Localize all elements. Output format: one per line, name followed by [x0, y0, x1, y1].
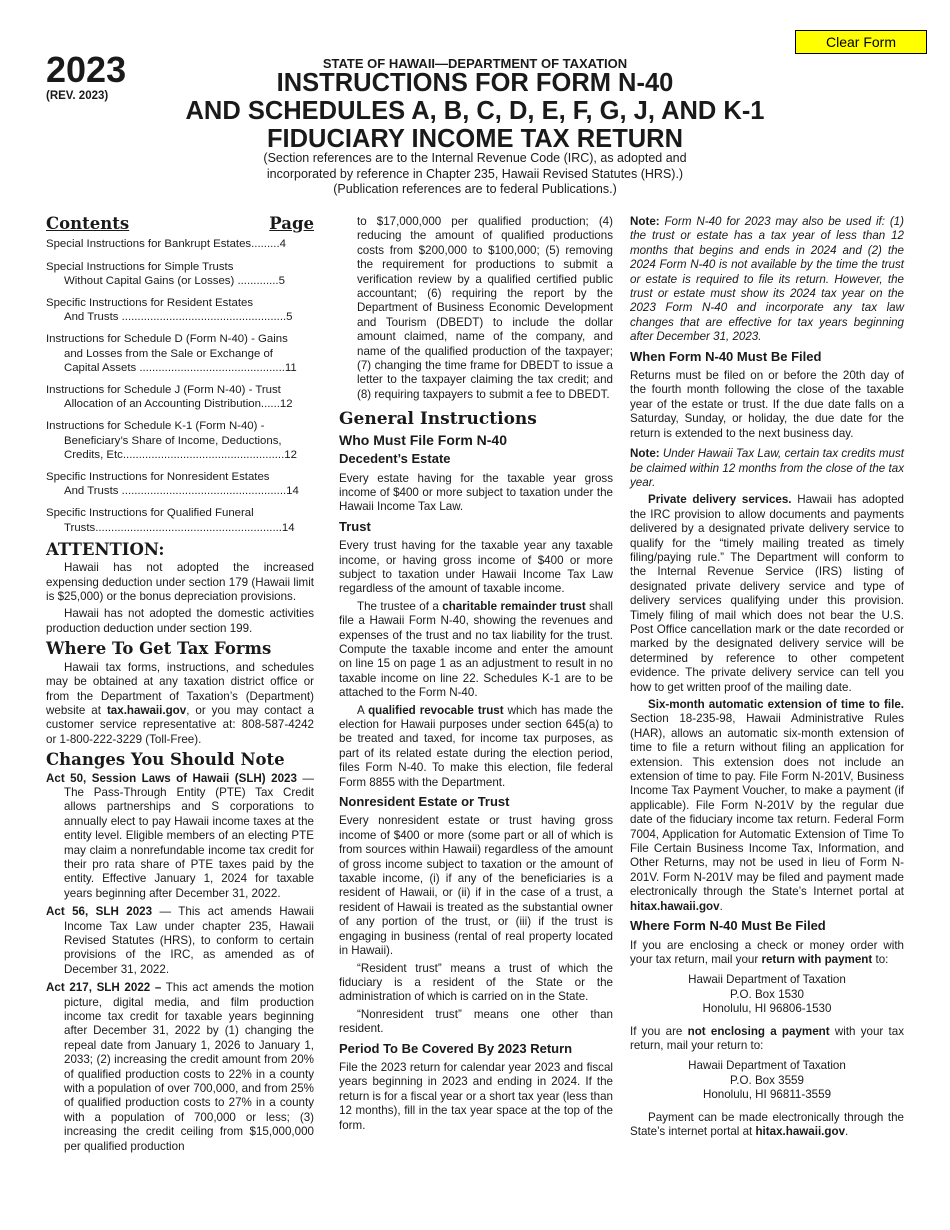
where-to-get-forms-paragraph: Hawaii tax forms, instructions, and schedules may be obtained at any taxation district office or from the Department of Taxation’s (Department) website at tax.hawaii.gov, or you may contact a customer service representative at: 808-587-4242 or 1-800-222-3229 (Toll-Free).	[46, 660, 314, 746]
decedent-estate-paragraph: Every estate having for the taxable year gross income of $400 or more subject to taxation under the Hawaii Income Tax Law.	[339, 471, 613, 514]
charitable-remainder-paragraph: The trustee of a charitable remainder trust shall file a Hawaii Form N-40, showing the revenues and expenses of the trust and no tax liability for the trust. Compute the taxable income and enter the amount on line 15 on page 1 as an adjustment to result in no taxable income on line 22. Schedules K-1 are to be attached to the Form N-40.	[339, 599, 613, 700]
who-must-file-heading: Who Must File Form N-40	[339, 431, 507, 448]
electronic-payment-paragraph: Payment can be made electronically through the State’s internet portal at hitax.hawaii.gov.	[630, 1110, 904, 1138]
toc-item[interactable]: Special Instructions for Simple Trusts Without Capital Gains (or Losses) .............5	[46, 260, 285, 287]
tax-website-link[interactable]: tax.hawaii.gov	[106, 703, 187, 717]
nonresident-trust-paragraph: “Nonresident trust” means one other than resident.	[339, 1007, 613, 1036]
agency-title: STATE OF HAWAII—DEPARTMENT OF TAXATION	[322, 56, 628, 71]
act-56-paragraph: Act 56, SLH 2023 — This act amends Hawaii Income Tax Law under chapter 235, Hawaii Revised Statutes (HRS), to conform to certain provisions of the IRC, as amended as of December 31, 2022.	[46, 905, 314, 976]
tax-credit-note: Note: Under Hawaii Tax Law, certain tax credits must be claimed within 12 months from the close of the tax year.	[630, 447, 904, 489]
period-heading: Period To Be Covered By 2023 Return	[339, 1040, 573, 1056]
trust-paragraph: Every trust having for the taxable year any taxable income, or having gross income of $400 or more subject to taxation under Hawaii Income Tax Law regardless of the amount of taxable income.	[339, 539, 613, 596]
no-payment-paragraph: If you are not enclosing a payment with your tax return, mail your return to:	[630, 1024, 904, 1052]
column-3	[630, 215, 904, 1142]
no-payment-address: Hawaii Department of Taxation P.O. Box 3559 Honolulu, HI 96811-3559	[688, 1059, 846, 1102]
nonresident-paragraph: Every nonresident estate or trust having gross income of $400 or more (some part or all of which is from sources within Hawaii) regardless of the amount of gross income subject to taxation or the amount of taxable income, (i) if any of the beneficiaries is a resident of Hawaii, or (ii) if in the case of a trust, a resident of Hawaii is treated as the substantial owner of any portion of the trust, or (iii) if the trust is engaging in business (rental of real property located in Hawaii).	[339, 814, 613, 958]
trust-heading: Trust	[339, 518, 371, 534]
act-217-paragraph: Act 217, SLH 2022 – This act amends the motion picture, digital media, and film production income tax credit for taxable years beginning after December 31, 2022 by (1) changing the repeal date from January 1, 2026 to January 1, 2033; (2) increasing the credit amount from 20% of qualified production costs to 22% in a county with a population of over 700,000, and from 25% of qualified production costs to 27% in a county with a population of 700,000 or less; (3) increasing the credit ceiling from $15,000,000 per qualified production	[46, 981, 314, 1153]
extension-paragraph: Six-month automatic extension of time to file. Section 18-235-98, Hawaii Administrative Rules (HAR), allows an automatic six-month extension of time to file a return without filing an application for extension. This extension does not include an extension of time to pay. File Form N-201V, Business Income Tax Payment Voucher, to make a payment (if applicable). File Form N-201V by the regular due date of the fiduciary income tax return. Federal Form 7004, Application for Automatic Extension of Time To File Certain Business Income Tax, Information, and Other Returns, may not be used in lieu of Form N-201V. Form N-201V may be filed and payment made electronically through the State’s Internet portal at hitax.hawaii.gov.	[630, 698, 904, 913]
page-title-line2: AND SCHEDULES A, B, C, D, E, F, G, J, AND K-1	[185, 97, 765, 125]
toc-item[interactable]: Instructions for Schedule D (Form N-40) - Gains and Losses from the Sale or Exchange of Capital Assets ..............................................11	[46, 333, 297, 374]
general-instructions-heading: General Instructions	[339, 409, 537, 430]
act-50-paragraph: Act 50, Session Laws of Hawaii (SLH) 2023 — The Pass-Through Entity (PTE) Tax Credit allows partnerships and S corporations to annually elect to pay Hawaii income taxes at the entity level. Eligible members of an electing PTE may claim a nonrefundable income tax credit for their pro rata share of PTE taxes paid by the entity. Effective January 1, 2024 for taxable years beginning after December 31, 2022.	[46, 771, 314, 900]
where-to-file-heading: Where Form N-40 Must Be Filed	[630, 918, 826, 934]
clear-form-button[interactable]: Clear Form	[795, 30, 927, 54]
hitax-link[interactable]: hitax.hawaii.gov	[755, 1124, 846, 1138]
decedent-estate-heading: Decedent’s Estate	[339, 451, 451, 467]
toc-item[interactable]: Specific Instructions for Qualified Funeral Trusts...........................................................14	[46, 507, 295, 534]
attention-paragraph: Hawaii has not adopted the domestic activities production deduction under section 199.	[46, 607, 314, 635]
toc-item[interactable]: Specific Instructions for Nonresident Estates And Trusts ....................................................14	[46, 471, 299, 498]
period-paragraph: File the 2023 return for calendar year 2023 and fiscal years beginning in 2023 and ending in 2024. If the return is for a fiscal year or a short tax year (less than 12 months), fill in the tax year space at the top of the form.	[339, 1060, 613, 1132]
toc-item[interactable]: Special Instructions for Bankrupt Estates.........4	[46, 238, 286, 251]
attention-heading: ATTENTION:	[46, 539, 165, 559]
revision-label: (REV. 2023)	[46, 90, 109, 102]
page-title-line1: INSTRUCTIONS FOR FORM N-40	[276, 69, 674, 97]
form-year: 2023	[46, 49, 127, 90]
column-2	[339, 215, 613, 1136]
when-to-file-heading: When Form N-40 Must Be Filed	[630, 348, 822, 364]
toc-item[interactable]: Specific Instructions for Resident Estates And Trusts ....................................................5	[46, 297, 293, 324]
qualified-revocable-paragraph: A qualified revocable trust which has made the election for Hawaii purposes under section 645(a) to be treated and taxed, for income tax purposes, as part of its related estate during the election period, files Form N-40. To make this election, file federal Form 8855 with the Department.	[339, 703, 613, 789]
toc-item[interactable]: Instructions for Schedule J (Form N-40) - Trust Allocation of an Accounting Distribution......12	[46, 384, 293, 411]
column-1	[46, 215, 314, 1158]
nonresident-heading: Nonresident Estate or Trust	[339, 794, 510, 810]
with-payment-paragraph: If you are enclosing a check or money order with your tax return, mail your return with payment to:	[630, 938, 904, 966]
act-217-continued: to $17,000,000 per qualified production; (4) reducing the amount of qualified productions costs from $200,000 to $100,000; (5) removing the requirement for productions to submit a verification review by a qualified certified public accountant; (6) requiring the report by the Department of Business Economic Development and Tourism (DBEDT) to include the dollar amount claimed, name of the company, and name of the qualified production of the taxpayer; (7) changing the time frame for DBEDT to issue a letter to the taxpayer claiming the tax credit; and (8) requiring taxpayers to submit a fee to DBEDT.	[357, 215, 613, 401]
section-reference-note: (Section references are to the Internal Revenue Code (IRC), as adopted and incorporated by reference in Chapter 235, Hawaii Revised Statutes (HRS).) (Publication references are to federal Publications.)	[263, 151, 687, 196]
fiscal-year-note: Note: Form N-40 for 2023 may also be used if: (1) the trust or estate has a tax year of less than 12 months that begins and ends in 2024 and (2) the 2024 Form N-40 is not available by the time the trust or estate is required to file its return. However, the trust or estate must show its 2024 tax year on the 2023 Form N-40 and incorporate any tax law changes that are effective for tax years beginning after December 31, 2023.	[630, 215, 904, 344]
hitax-link[interactable]: hitax.hawaii.gov	[630, 899, 720, 913]
where-to-get-forms-heading: Where To Get Tax Forms	[46, 639, 272, 659]
attention-paragraph: Hawaii has not adopted the increased expensing deduction under section 179 (Hawaii limit is $25,000) or the bonus depreciation provisions.	[46, 561, 314, 604]
when-to-file-paragraph: Returns must be filed on or before the 20th day of the fourth month following the close of the taxable year of the estate or trust. If the due date falls on a Saturday, Sunday, or holiday, the due date for the return is extended to the next business day.	[630, 369, 904, 440]
contents-heading: Contents Page	[46, 214, 314, 233]
page-title-line3: FIDUCIARY INCOME TAX RETURN	[266, 125, 684, 153]
payment-address: Hawaii Department of Taxation P.O. Box 1530 Honolulu, HI 96806-1530	[688, 973, 846, 1016]
private-delivery-paragraph: Private delivery services. Hawaii has adopted the IRC provision to allow documents and payments delivered by a designated private delivery service to qualify for the “timely mailing treated as timely filing/paying rule.” The Department will conform to the Internal Revenue Service (IRS) listing of designated private delivery service and type of delivery services qualifying under this provision. Timely filing of mail which does not bear the U.S. Post Office cancellation mark or the date recorded or marked by the designated delivery service will be determined by reference to other competent evidence. The private delivery service can tell you how to get written proof of the mailing date.	[630, 493, 904, 694]
toc-item[interactable]: Instructions for Schedule K-1 (Form N-40) - Beneficiary’s Share of Income, Deductions, Credits, Etc...................................................12	[46, 420, 297, 461]
changes-heading: Changes You Should Note	[46, 750, 285, 770]
resident-trust-paragraph: “Resident trust” means a trust of which the fiduciary is a resident of the State or the administration of which is carried on in the State.	[339, 961, 613, 1004]
